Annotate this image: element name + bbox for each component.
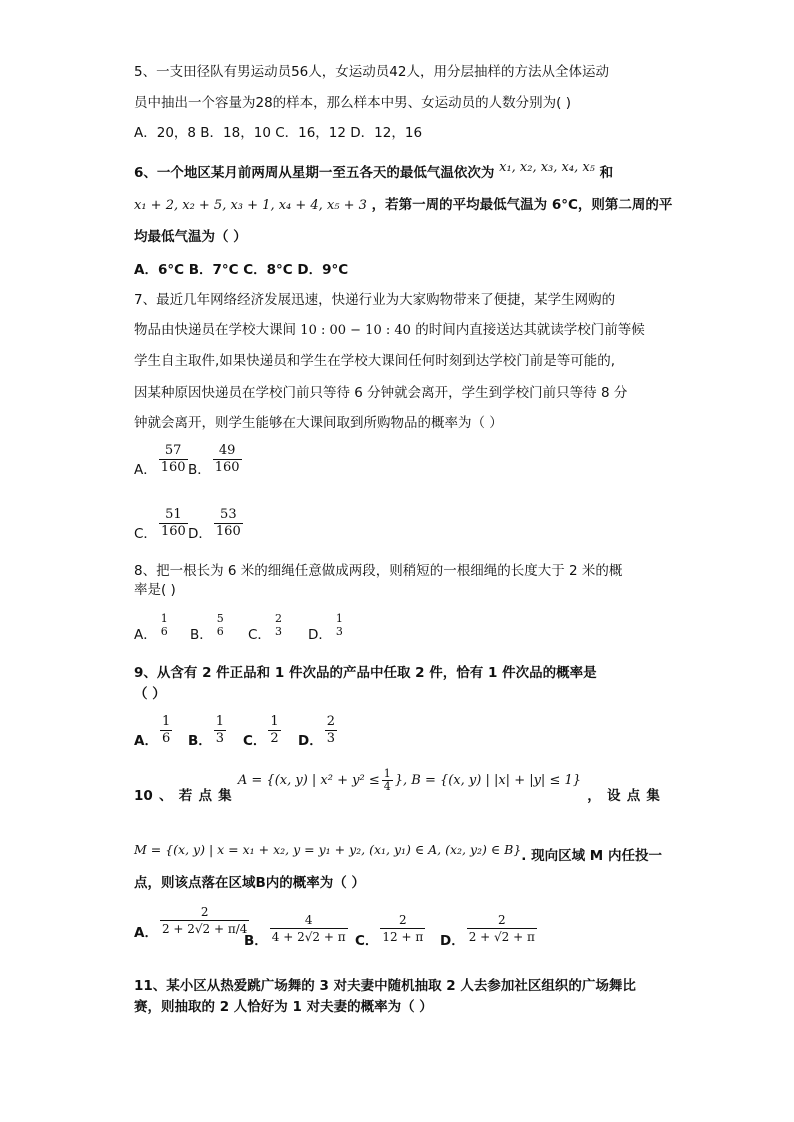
q8-option-d-den: 3 — [335, 625, 343, 638]
q9-option-a-den: 6 — [161, 731, 171, 746]
q7-option-b-label: B． — [188, 461, 211, 478]
q10-suffix-2: 点 — [626, 788, 641, 804]
q8-option-d-num: 1 — [335, 612, 343, 625]
q10-option-b-den: 4 + 2√2 + π — [271, 930, 346, 944]
q10-option-b — [244, 912, 350, 949]
q10-option-d-fraction — [467, 912, 537, 945]
q10-option-c-den: 12 + π — [382, 930, 424, 944]
q7-option-c-den: 160 — [160, 524, 186, 539]
q10-option-c-num: 2 — [380, 912, 425, 929]
q7-option-c-fraction — [159, 507, 188, 540]
q10-option-c-label: C． — [355, 932, 379, 949]
q7-line2-b: 的时间内直接送达其就读学校门前等候 — [415, 322, 645, 338]
q10-set-a-den: 4 — [383, 780, 391, 793]
q10-prefix-3: 点 — [198, 788, 212, 804]
q9-option-b — [188, 714, 228, 747]
q6-options: A．6°C B．7°C C．8°C D．9°C — [134, 262, 349, 278]
q6-line2-math: x₁ + 2, x₂ + 5, x₃ + 1, x₄ + 4, x₅ + 3 — [134, 198, 367, 213]
q8-option-c — [248, 612, 286, 643]
q6-line1-math: x₁, x₂, x₃, x₄, x₅ — [499, 160, 595, 175]
q10-line3: 点，则该点落在区域B内的概率为（ ） — [134, 875, 365, 891]
q8-option-d — [308, 612, 347, 643]
q8-option-b-den: 6 — [216, 625, 224, 638]
q8-line2: 率是( ) — [134, 582, 176, 598]
q10-line2 — [134, 842, 662, 866]
q6-line2 — [134, 195, 672, 216]
q7-line4: 因某种原因快递员在学校门前只等待 6 分钟就会离开，学生到学校门前只等待 8 分 — [134, 385, 628, 401]
q6-line1 — [134, 160, 614, 184]
q9-option-d-den: 3 — [326, 731, 335, 746]
q10-option-b-num: 4 — [270, 912, 348, 929]
q8-line1: 8、把一根长为 6 米的细绳任意做成两段，则稍短的一根细绳的长度大于 2 米的概 — [134, 563, 623, 579]
q7-option-a-label: A． — [134, 461, 157, 478]
q9-option-d-label: D． — [298, 732, 323, 749]
q10-suffix-1: 设 — [606, 788, 621, 804]
q7-option-c-label: C． — [134, 525, 157, 542]
q5-line1: 5、一支田径队有男运动员56人，女运动员42人，用分层抽样的方法从全体运动 — [134, 64, 609, 80]
q7-option-d-den: 160 — [215, 524, 241, 539]
q8-option-b-num: 5 — [216, 612, 224, 625]
q7-option-c-num: 51 — [159, 507, 188, 524]
q8-option-a-label: A． — [134, 627, 157, 643]
q8-option-b-label: B． — [190, 627, 213, 643]
q7-option-d-num: 53 — [214, 507, 243, 524]
q11-line2: 赛，则抽取的 2 人恰好为 1 对夫妻的概率为（ ） — [134, 999, 433, 1015]
q9-option-d-num: 2 — [326, 714, 335, 729]
q10-set-a-fraction — [382, 768, 393, 793]
q8-option-c-num: 2 — [274, 612, 282, 625]
q10-option-c — [355, 912, 427, 949]
q8-option-a-num: 1 — [160, 612, 168, 625]
q9-option-a — [134, 714, 174, 747]
q9-option-b-fraction — [214, 714, 226, 747]
q10-prefix-2: 若 — [178, 788, 193, 804]
q9-option-b-num: 1 — [215, 714, 225, 729]
q8-option-d-label: D． — [308, 627, 332, 643]
q7-option-a — [134, 443, 190, 476]
q7-option-b-num: 49 — [213, 443, 242, 460]
q10-line1 — [134, 767, 660, 811]
q9-option-c-num: 1 — [270, 714, 279, 729]
q10-set-b-text: }, B = {(x, y) | |x| + |y| ≤ 1} — [394, 773, 582, 788]
q7-option-d-fraction — [214, 507, 243, 540]
q6-line1-text: 6、一个地区某月前两周从星期一至五各天的最低气温依次为 — [134, 165, 495, 181]
q10-suffix-0: ， — [587, 788, 601, 804]
q9-option-c — [243, 714, 283, 747]
q7-line5: 钟就会离开，则学生能够在大课间取到所购物品的概率为（ ） — [134, 415, 503, 431]
q7-option-c — [134, 507, 190, 540]
q9-option-a-label: A． — [134, 732, 158, 749]
q7-line2 — [134, 320, 645, 341]
q10-option-b-fraction — [270, 912, 348, 945]
q7-line3: 学生自主取件,如果快递员和学生在学校大课间任何时刻到达学校门前是等可能的, — [134, 353, 616, 369]
q7-option-b-den: 160 — [214, 460, 240, 475]
q9-option-d-fraction — [325, 714, 337, 747]
q8-option-b-fraction — [215, 612, 226, 638]
q10-line2-tail: . 现向区域 M 内任投一 — [521, 848, 662, 864]
q10-option-a — [134, 904, 251, 941]
q8-option-a-den: 6 — [160, 625, 168, 638]
q7-option-d — [188, 507, 245, 540]
q10-set-a-num: 1 — [383, 767, 391, 780]
q10-suffix-3: 集 — [646, 788, 660, 804]
q8-option-b — [190, 612, 228, 643]
q10-set-a — [238, 768, 581, 793]
q7-option-b — [188, 443, 244, 476]
q10-prefix-1: 、 — [159, 788, 173, 804]
q9-option-d — [298, 714, 339, 747]
q7-option-a-den: 160 — [160, 460, 186, 475]
q8-option-c-den: 3 — [274, 625, 282, 638]
q9-option-c-den: 2 — [270, 731, 279, 746]
q10-option-d — [440, 912, 539, 949]
q8-option-a-fraction — [159, 612, 170, 638]
q5-line2: 员中抽出一个容量为28的样本，那么样本中男、女运动员的人数分别为( ) — [134, 95, 572, 111]
q9-option-a-fraction — [160, 714, 172, 747]
q7-option-b-fraction — [213, 443, 242, 476]
q10-prefix-0: 10 — [134, 788, 153, 804]
q9-option-c-fraction — [268, 714, 280, 747]
q8-option-a — [134, 612, 172, 643]
q9-option-c-label: C． — [243, 732, 267, 749]
q11-line1: 11、某小区从热爱跳广场舞的 3 对夫妻中随机抽取 2 人去参加社区组织的广场舞比 — [134, 978, 636, 994]
q6-line1-end: 和 — [599, 165, 614, 181]
q8-option-c-fraction — [273, 612, 284, 638]
q5-options: A．20，8 B．18，10 C．16，12 D．12，16 — [134, 125, 423, 141]
q10-set-a-text: A = {(x, y) | x² + y² ≤ — [237, 773, 380, 788]
q8-option-c-label: C． — [248, 627, 271, 643]
q10-option-a-den: 2 + 2√2 + π/4 — [161, 922, 248, 936]
q10-option-d-num: 2 — [467, 912, 537, 929]
q10-line1-justified — [134, 767, 660, 811]
q7-option-d-label: D． — [188, 525, 212, 542]
q7-line2-math: 10 : 00 − 10 : 40 — [300, 323, 411, 338]
q6-line2-text: ，若第一周的平均最低气温为 6°C，则第二周的平 — [371, 197, 673, 213]
q9-line2: （ ） — [134, 686, 166, 702]
q9-line1: 9、从含有 2 件正品和 1 件次品的产品中任取 2 件，恰有 1 件次品的概率是 — [134, 665, 597, 681]
q10-prefix-4: 集 — [218, 788, 232, 804]
q9-option-b-den: 3 — [215, 731, 225, 746]
q8-option-d-fraction — [334, 612, 345, 638]
q7-option-a-fraction — [159, 443, 188, 476]
q10-option-a-label: A． — [134, 924, 158, 941]
q9-option-b-label: B． — [188, 732, 212, 749]
q7-option-a-num: 57 — [159, 443, 188, 460]
q10-option-c-fraction — [380, 912, 425, 945]
q10-option-a-num: 2 — [160, 904, 249, 921]
q7-line1: 7、最近几年网络经济发展迅速，快递行业为大家购物带来了便捷，某学生网购的 — [134, 292, 616, 308]
q10-set-m: M = {(x, y) | x = x₁ + x₂, y = y₁ + y₂, (x₁, y₁) ∈ A, (x₂, y₂) ∈ B} — [134, 842, 522, 857]
q10-option-d-den: 2 + √2 + π — [468, 930, 535, 944]
q10-option-b-label: B． — [244, 932, 268, 949]
q6-line3: 均最低气温为（ ） — [134, 229, 247, 245]
q10-option-d-label: D． — [440, 932, 465, 949]
q10-option-a-fraction — [160, 904, 249, 937]
q7-line2-a: 物品由快递员在学校大课间 — [134, 322, 296, 338]
q9-option-a-num: 1 — [161, 714, 171, 729]
